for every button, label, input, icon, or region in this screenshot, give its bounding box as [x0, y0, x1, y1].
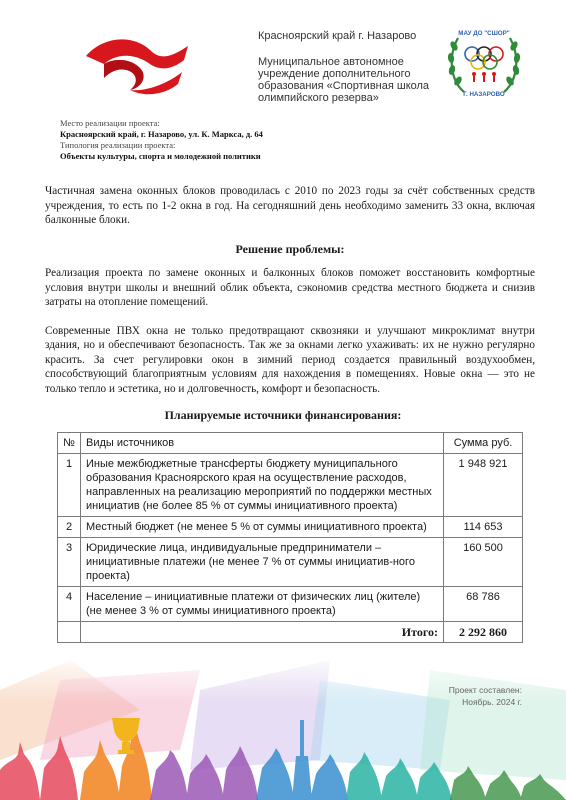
solution-paragraph-2: Современные ПВХ окна не только предотвращают сквозняки и улучшают микроклимат внутри здания, но и обеспечивают безопасность. Так же за окнами легко ухаживать: их не нужно регулярно красить. За счет регулировки окон в зимний период создается правильный воздухообмен, способствующий благоприятным условиям для нахождения в помещениях. Новые окна — это не только тепло и эстетика, но и долговечность, комфорт и безопасность.: [45, 324, 535, 395]
total-row: [58, 622, 523, 643]
footer-line-2: Ноябрь. 2024 г.: [462, 697, 522, 707]
header-amount: Сумма руб.: [444, 433, 523, 454]
typology-label: Типология реализации проекта:: [60, 140, 176, 150]
region-title: Красноярский край г. Назарово: [258, 30, 417, 42]
table-header-row: [58, 433, 523, 454]
solution-paragraph-1: Реализация проекта по замене оконных и балконных блоков поможет восстановить комфортные условия внутри школы и внешний облик объекта, сэкономив средства местного бюджета и снизив затраты на отопление помещений.: [45, 267, 535, 308]
location-value: Красноярский край, г. Назарово, ул. К. Маркса, д. 64: [60, 129, 263, 139]
typology-value: Объекты культуры, спорта и молодежной политики: [60, 151, 261, 161]
row-source: Население – инициативные платежи от физических лиц (жителе) (не менее 3 % от суммы инициативного проекта): [81, 587, 444, 622]
row-amount: 114 653: [444, 517, 523, 538]
ribbon-logo: [78, 28, 198, 98]
row-source: Иные межбюджетные трансферты бюджету муниципального образования Красноярского края на осуществление расходов, направленных на реализацию мероприятий по поддержки местных инициатив (не более 85 % от суммы инициативного проекта): [81, 454, 444, 517]
row-amount: 160 500: [444, 538, 523, 587]
sports-crowd-decoration: [0, 650, 566, 800]
row-source: Местный бюджет (не менее 5 % от суммы инициативного проекта): [81, 517, 444, 538]
header-num: №: [58, 433, 81, 454]
svg-text:МАУ ДО "СШОР": МАУ ДО "СШОР": [458, 30, 510, 37]
footer-note: [400, 684, 522, 708]
row-amount: 1 948 921: [444, 454, 523, 517]
intro-paragraph: Частичная замена оконных блоков проводилась с 2010 по 2023 годы за счёт собственных средств учреждения, то есть по 1-2 окна в год. На сегодняшний день необходимо заменить 33 окна, включая балконные блоки.: [45, 185, 535, 226]
page-header: [0, 0, 566, 115]
header-source: Виды источников: [81, 433, 444, 454]
total-value: 2 292 860: [444, 622, 523, 643]
funding-title: Планируемые источники финансирования:: [164, 408, 402, 422]
table-row: [58, 587, 523, 622]
funding-table: [57, 432, 523, 643]
row-num: 1: [58, 454, 81, 517]
table-row: [58, 538, 523, 587]
solution-heading: Решение проблемы:: [235, 241, 345, 256]
header-text: [258, 30, 443, 104]
footer-line-1: Проект составлен:: [448, 685, 522, 695]
total-empty-cell: [58, 622, 81, 643]
row-amount: 68 786: [444, 587, 523, 622]
main-content: [45, 184, 535, 396]
location-label: Место реализации проекта:: [60, 118, 160, 128]
row-num: 4: [58, 587, 81, 622]
organization-name: Муниципальное автономное учреждение дополнительного образования «Спортивная школа олимпийского резерва»: [258, 56, 430, 104]
svg-text:Г. НАЗАРОВО: Г. НАЗАРОВО: [463, 91, 505, 98]
row-source: Юридические лица, индивидуальные предприниматели – инициативные платежи (не менее 7 % от суммы инициатив-ного проекта): [81, 538, 444, 587]
row-num: 2: [58, 517, 81, 538]
row-num: 3: [58, 538, 81, 587]
total-label: Итого:: [81, 622, 444, 643]
table-row: [58, 454, 523, 517]
school-emblem-logo: [444, 22, 524, 102]
project-meta: [60, 118, 480, 162]
table-row: [58, 517, 523, 538]
